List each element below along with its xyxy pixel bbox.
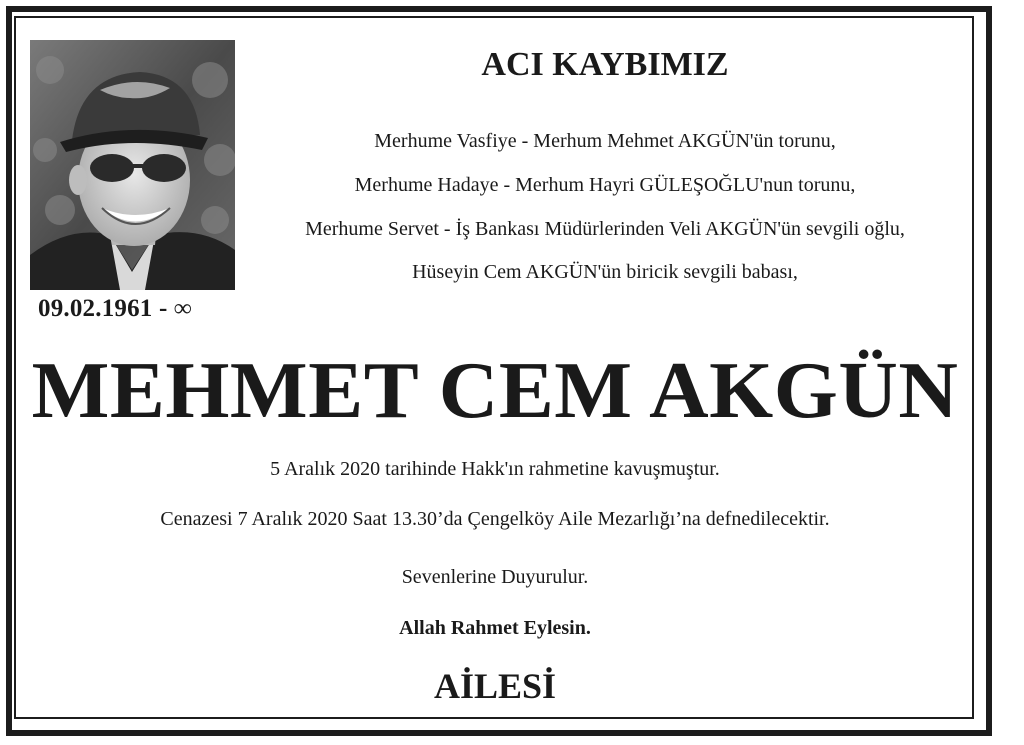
passing-date-text: 5 Aralık 2020 tarihinde Hakk'ın rahmetine kavuşmuştur. [270,458,720,480]
lineage-line: Hüseyin Cem AKGÜN'ün biricik sevgili babası, [412,261,798,283]
lineage-line: Merhume Servet - İş Bankası Müdürlerinden Veli AKGÜN'ün sevgili oğlu, [305,218,905,240]
portrait-photo [30,40,235,290]
lineage-line: Merhume Hadaye - Merhum Hayri GÜLEŞOĞLU'nun torunu, [354,174,856,196]
prayer-text: Allah Rahmet Eylesin. [399,617,591,639]
life-dates: 09.02.1961 - ∞ [38,295,192,322]
lineage-line: Merhume Vasfiye - Merhum Mehmet AKGÜN'ün torunu, [374,130,836,152]
announcement-text: Sevenlerine Duyurulur. [401,566,589,588]
family-signature: AİLESİ [433,666,557,706]
notice-heading: ACI KAYBIMIZ [481,46,729,83]
deceased-name: MEHMET CEM AKGÜN [31,347,959,435]
funeral-details-text: Cenazesi 7 Aralık 2020 Saat 13.30’da Çengelköy Aile Mezarlığı’na defnedilecektir. [160,508,830,530]
